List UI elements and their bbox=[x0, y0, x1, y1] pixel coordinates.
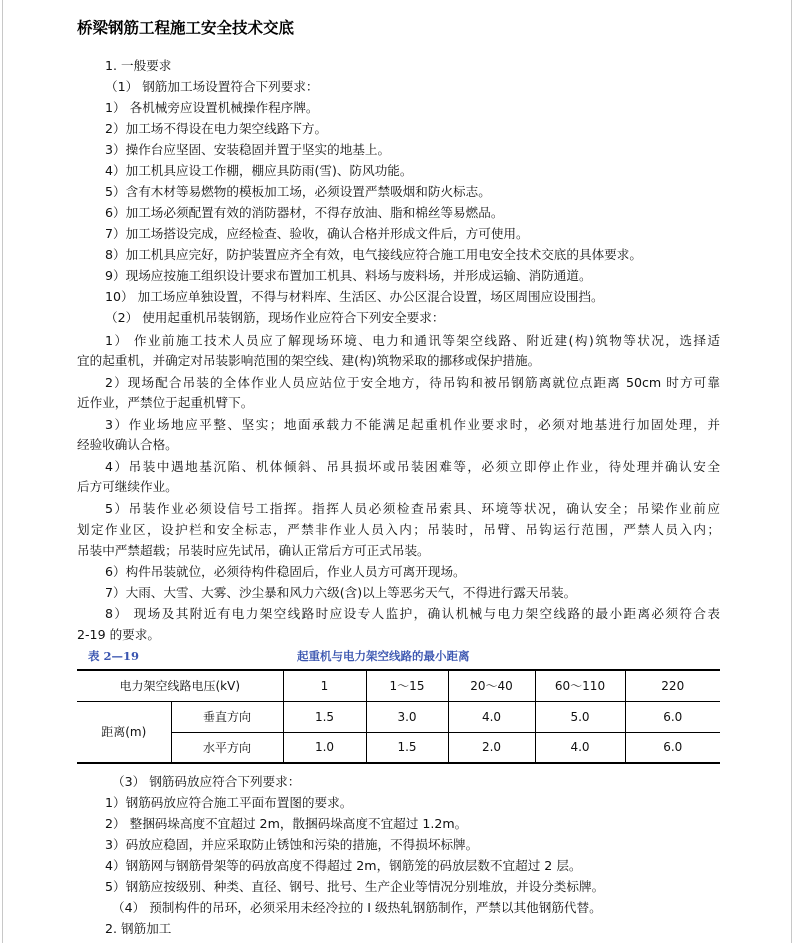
value-cell: 5.0 bbox=[535, 701, 625, 732]
table-caption: 起重机与电力架空线路的最小距离 bbox=[297, 649, 470, 663]
paragraph-line: 吊装中严禁超载；吊装时应先试吊，确认正常后方可正式吊装。 bbox=[77, 543, 430, 558]
paragraph-line: 2）加工场不得设在电力架空线路下方。 bbox=[105, 121, 328, 136]
paragraph-line: 7）大雨、大雪、大雾、沙尘暴和风力六级(含)以上等恶劣天气，不得进行露天吊装。 bbox=[105, 585, 577, 600]
paragraph-line: 4）吊装中遇地基沉陷、机体倾斜、吊具损坏或吊装困难等，必须立即停止作业，待处理并确认安全 bbox=[105, 459, 720, 474]
paragraph-line: 5）钢筋应按级别、种类、直径、钢号、批号、生产企业等情况分别堆放，并设分类标牌。 bbox=[105, 879, 605, 894]
value-cell: 6.0 bbox=[625, 701, 720, 732]
table-row bbox=[77, 732, 720, 763]
paragraph-line: 9）现场应按施工组织设计要求布置加工机具、料场与废料场，并形成运输、消防通道。 bbox=[105, 268, 592, 283]
paragraph-line: 3）作业场地应平整、坚实；地面承载力不能满足起重机作业要求时，必须对地基进行加固处理，并 bbox=[105, 417, 720, 432]
value-cell: 4.0 bbox=[535, 732, 625, 763]
paragraph-line: 7）加工场搭设完成，应经检查、验收，确认合格并形成文件后，方可使用。 bbox=[105, 226, 529, 241]
subsection-heading: （4） 预制构件的吊环，必须采用未经冷拉的 I 级热轧钢筋制作，严禁以其他钢筋代替。 bbox=[112, 900, 602, 915]
paragraph-line: 1） 作业前施工技术人员应了解现场环境、电力和通讯等架空线路、附近建(构)筑物等状况，选择适 bbox=[105, 333, 720, 348]
paragraph-line: 经验收确认合格。 bbox=[77, 437, 178, 452]
value-cell: 1.0 bbox=[283, 732, 366, 763]
section-heading: 1. 一般要求 bbox=[105, 58, 172, 73]
value-cell: 2.0 bbox=[448, 732, 535, 763]
value-cell: 6.0 bbox=[625, 732, 720, 763]
value-cell: 1.5 bbox=[283, 701, 366, 732]
distance-label-cell: 距离(m) bbox=[77, 701, 171, 763]
row-label-cell: 垂直方向 bbox=[171, 701, 283, 732]
document-title: 桥梁钢筋工程施工安全技术交底 bbox=[77, 18, 295, 37]
paragraph-line: 宜的起重机，并确定对吊装影响范围的架空线、建(构)筑物采取的挪移或保护措施。 bbox=[77, 353, 541, 368]
paragraph-line: 6）加工场必须配置有效的消防器材，不得存放油、脂和棉丝等易燃品。 bbox=[105, 205, 504, 220]
paragraph-line: 4）加工机具应设工作棚，棚应具防雨(雪)、防风功能。 bbox=[105, 163, 413, 178]
section-heading: 2. 钢筋加工 bbox=[105, 921, 172, 936]
subsection-heading: （3） 钢筋码放应符合下列要求： bbox=[112, 774, 301, 789]
paragraph-line: 5）吊装作业必须设信号工指挥。指挥人员必须检查吊索具、环境等状况，确认安全；吊梁作业前应 bbox=[105, 501, 720, 516]
subsection-heading: （1） 钢筋加工场设置符合下列要求： bbox=[105, 79, 319, 94]
subsection-heading: （2） 使用起重机吊装钢筋，现场作业应符合下列安全要求： bbox=[105, 310, 445, 325]
row-label-cell: 水平方向 bbox=[171, 732, 283, 763]
paragraph-line: 后方可继续作业。 bbox=[77, 479, 178, 494]
paragraph-line: 10） 加工场应单独设置，不得与材料库、生活区、办公区混合设置，场区周围应设围挡。 bbox=[105, 289, 604, 304]
paragraph-line: 6）构件吊装就位，必须待构件稳固后，作业人员方可离开现场。 bbox=[105, 564, 466, 579]
table-header-row bbox=[77, 670, 720, 701]
voltage-cell: 60～110 bbox=[535, 670, 625, 701]
paragraph-line: 1）钢筋码放应符合施工平面布置图的要求。 bbox=[105, 795, 353, 810]
page-edge-left bbox=[2, 0, 3, 943]
value-cell: 1.5 bbox=[366, 732, 448, 763]
page-edge-right bbox=[791, 0, 792, 943]
table-number: 表 2—19 bbox=[88, 649, 140, 663]
paragraph-line: 3）操作台应坚固、安装稳固并置于坚实的地基上。 bbox=[105, 142, 391, 157]
value-cell: 4.0 bbox=[448, 701, 535, 732]
voltage-cell: 1～15 bbox=[366, 670, 448, 701]
table-row bbox=[77, 701, 720, 732]
paragraph-line: 8） 现场及其附近有电力架空线路时应设专人监护，确认机械与电力架空线路的最小距离必须符合表 bbox=[105, 606, 720, 621]
paragraph-line: 2-19 的要求。 bbox=[77, 627, 160, 642]
distance-table bbox=[77, 669, 720, 764]
voltage-cell: 220 bbox=[625, 670, 720, 701]
voltage-cell: 1 bbox=[283, 670, 366, 701]
value-cell: 3.0 bbox=[366, 701, 448, 732]
paragraph-line: 近作业，严禁位于起重机臂下。 bbox=[77, 395, 254, 410]
paragraph-line: 5）含有木材等易燃物的模板加工场，必须设置严禁吸烟和防火标志。 bbox=[105, 184, 491, 199]
paragraph-line: 划定作业区，设护栏和安全标志，严禁非作业人员入内；吊装时，吊臂、吊钩运行范围，严禁人员入内； bbox=[77, 522, 720, 537]
voltage-label-cell: 电力架空线路电压(kV) bbox=[77, 670, 283, 701]
voltage-cell: 20～40 bbox=[448, 670, 535, 701]
paragraph-line: 8）加工机具应完好，防护装置应齐全有效，电气接线应符合施工用电安全技术交底的具体要求。 bbox=[105, 247, 642, 262]
paragraph-line: 3）码放应稳固，并应采取防止锈蚀和污染的措施，不得损坏标牌。 bbox=[105, 837, 479, 852]
paragraph-line: 2） 整捆码垛高度不宜超过 2m，散捆码垛高度不宜超过 1.2m。 bbox=[105, 816, 468, 831]
paragraph-line: 2）现场配合吊装的全体作业人员应站位于安全地方，待吊钩和被吊钢筋离就位点距离 50cm 时方可靠 bbox=[105, 375, 720, 390]
paragraph-line: 4）钢筋网与钢筋骨架等的码放高度不得超过 2m，钢筋笼的码放层数不宜超过 2 层。 bbox=[105, 858, 582, 873]
paragraph-line: 1） 各机械旁应设置机械操作程序牌。 bbox=[105, 100, 319, 115]
